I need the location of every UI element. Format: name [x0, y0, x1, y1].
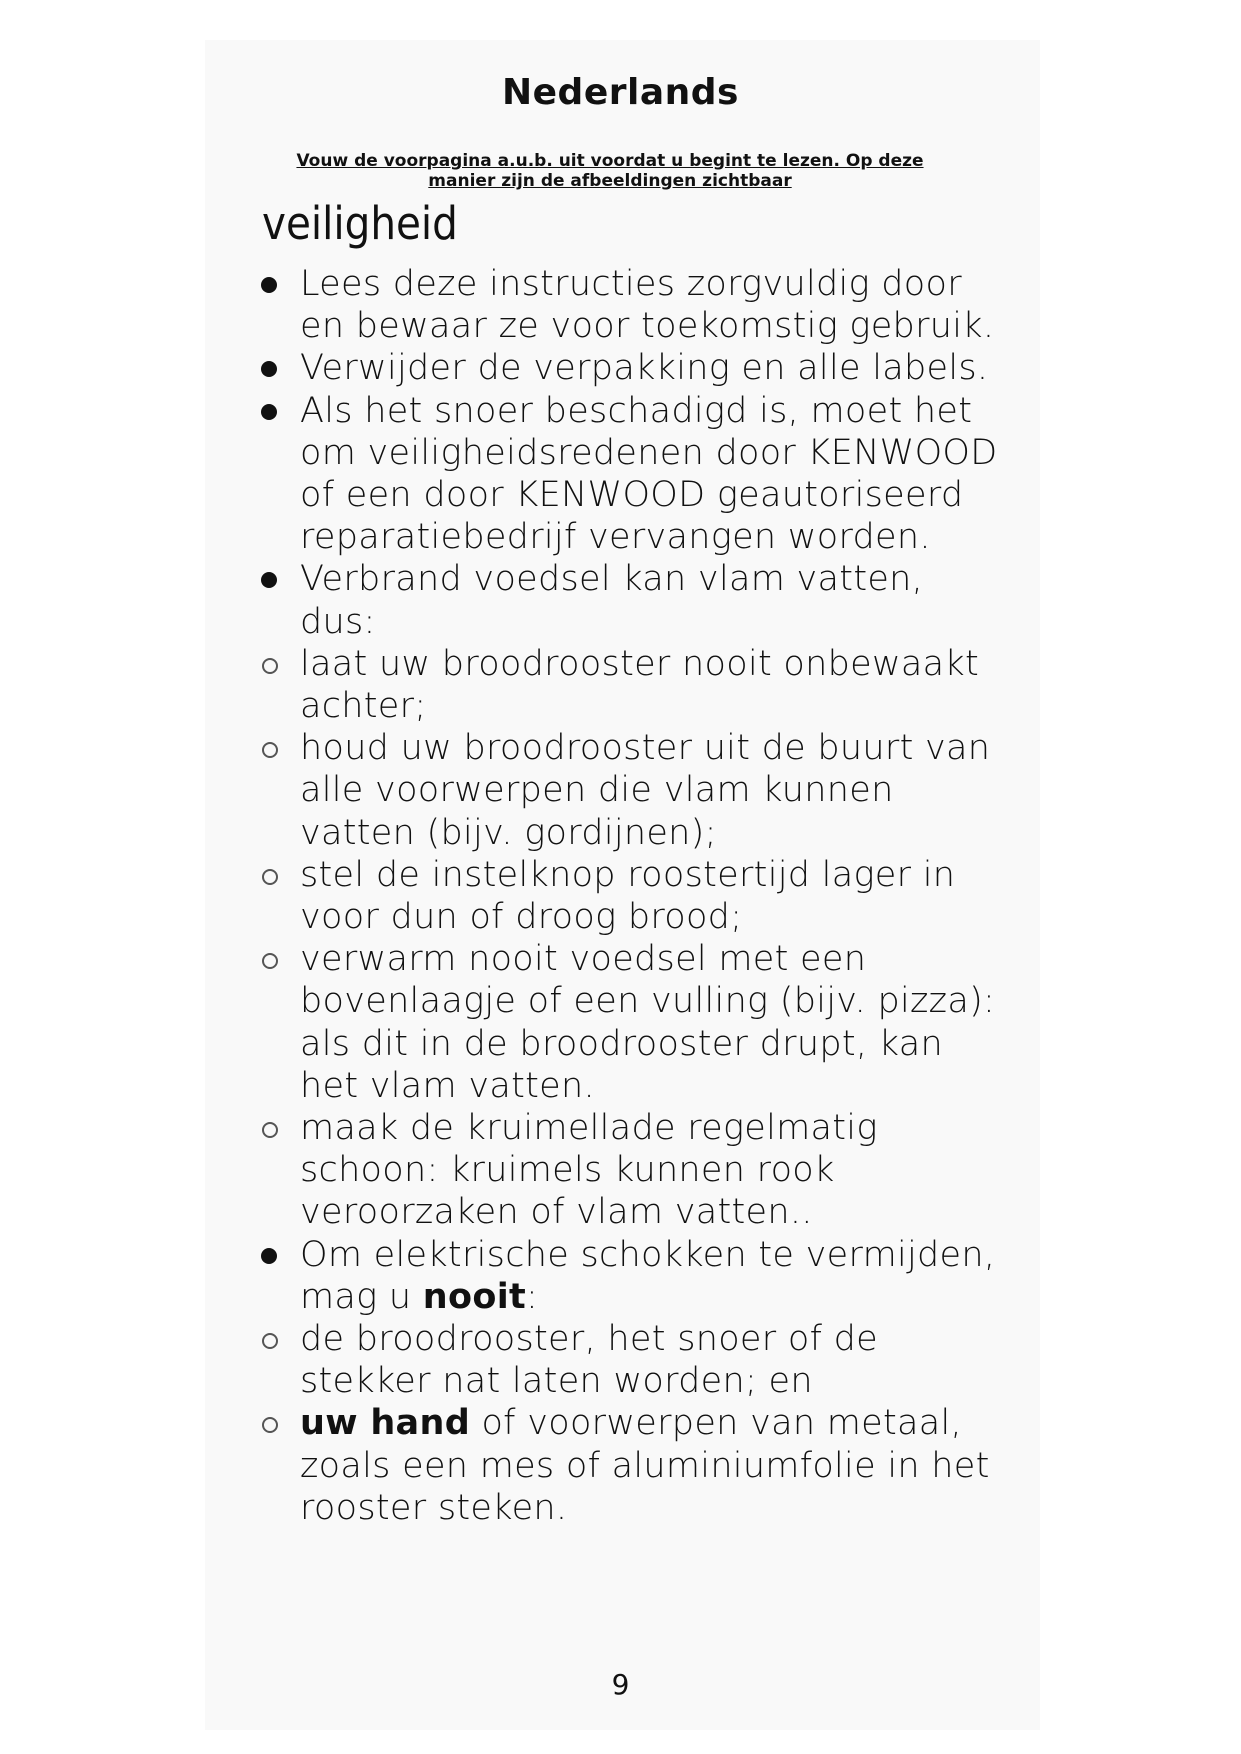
bullet-icon: [250, 1234, 290, 1276]
section-heading: veiligheid: [262, 197, 458, 250]
emphasis-text: uw hand: [300, 1403, 471, 1444]
bullet-icon: [250, 347, 290, 389]
bullet-icon: [250, 390, 290, 432]
hollow-bullet-icon: [250, 643, 290, 685]
list-item-text: Als het snoer beschadigd is, moet het om veiligheidsredenen door KENWOOD of een door KENWOOD geautoriseerd reparatiebedrijf vervangen worden.: [300, 390, 998, 558]
page-title: Nederlands: [502, 72, 739, 113]
list-item-text: verwarm nooit voedsel met een bovenlaagje of een vulling (bijv. pizza): als dit in de broodrooster drupt, kan het vlam vatten.: [300, 939, 996, 1106]
list-subitem: [250, 1318, 1010, 1402]
list-item-text: maak de kruimellade regelmatig schoon: kruimels kunnen rook veroorzaken of vlam vatten..: [300, 1108, 878, 1233]
list-item-text: uw hand of voorwerpen van metaal, zoals een mes of aluminiumfolie in het rooster steken.: [300, 1403, 990, 1528]
hollow-bullet-icon: [250, 1318, 290, 1360]
list-item-text: Lees deze instructies zorgvuldig door en bewaar ze voor toekomstig gebruik.: [300, 264, 995, 347]
safety-list: [250, 263, 1010, 1529]
list-subitem: [250, 643, 1010, 727]
hollow-bullet-icon: [250, 854, 290, 896]
list-item-text: Om elektrische schokken te vermijden, mag u nooit:: [300, 1234, 996, 1317]
list-subitem: [250, 727, 1010, 854]
hollow-bullet-icon: [250, 727, 290, 769]
emphasis-text: nooit: [422, 1276, 527, 1317]
hollow-bullet-icon: [250, 1107, 290, 1149]
list-item-text: Verbrand voedsel kan vlam vatten, dus:: [300, 559, 924, 642]
fold-out-notice: Vouw de voorpagina a.u.b. uit voordat u begint te lezen. Op deze manier zijn de afbeeldingen zichtbaar: [296, 151, 924, 191]
list-item-text: de broodrooster, het snoer of de stekker nat laten worden; en: [300, 1319, 878, 1402]
list-item: [250, 390, 1010, 559]
list-item: [250, 263, 1010, 347]
list-item-text: houd uw broodrooster uit de buurt van alle voorwerpen die vlam kunnen vatten (bijv. gordijnen);: [300, 728, 991, 853]
list-subitem: [250, 938, 1010, 1107]
hollow-bullet-icon: [250, 938, 290, 980]
list-item: [250, 1234, 1010, 1318]
list-item-text: laat uw broodrooster nooit onbewaakt achter;: [300, 643, 979, 727]
list-item: [250, 347, 1010, 389]
list-item-text: Verwijder de verpakking en alle labels.: [300, 348, 989, 389]
list-subitem: [250, 854, 1010, 938]
list-item: [250, 558, 1010, 642]
list-subitem: [250, 1402, 1010, 1529]
hollow-bullet-icon: [250, 1402, 290, 1444]
bullet-icon: [250, 558, 290, 600]
page-number: 9: [611, 1668, 630, 1701]
bullet-icon: [250, 263, 290, 305]
list-item-text: stel de instelknop roostertijd lager in voor dun of droog brood;: [300, 854, 956, 938]
list-subitem: [250, 1107, 1010, 1234]
